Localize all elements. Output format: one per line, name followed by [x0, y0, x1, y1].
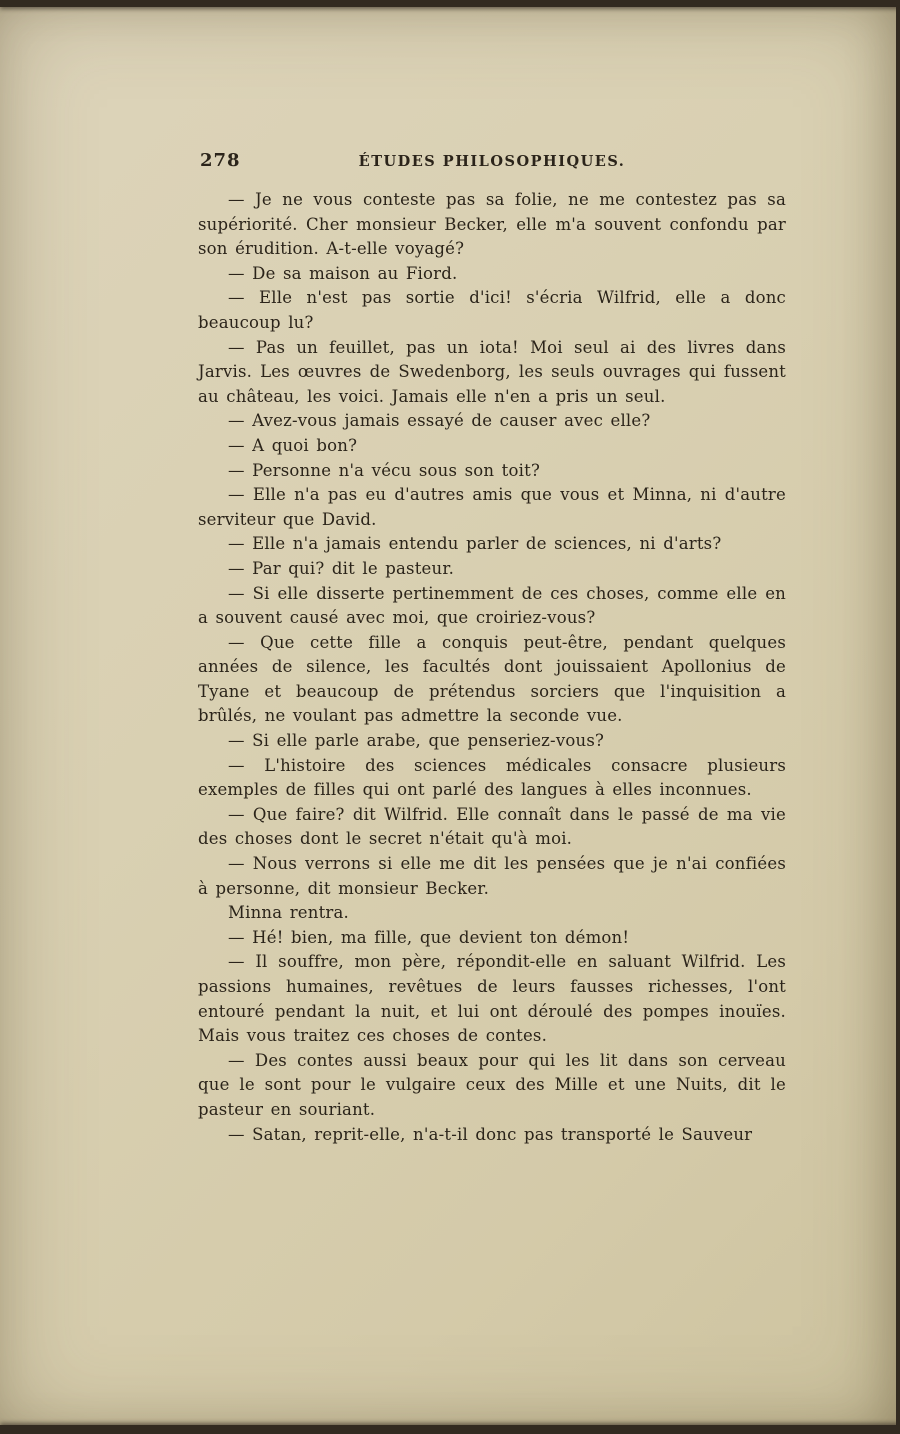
paragraph: — L'histoire des sciences médicales consacre plusieurs exemples de filles qui ont parlé des langues à elles inconnues. [198, 755, 786, 800]
page-body [198, 188, 786, 1147]
page-number: 278 [200, 150, 241, 171]
paragraph: — Personne n'a vécu sous son toit? [228, 460, 540, 480]
paragraph: — Que cette fille a conquis peut-être, pendant quelques années de silence, les facultés dont jouissaient Apollonius de Tyane et beaucoup de prétendus sorciers que l'inquisition a brûlés, ne voulant pas admettre la seconde vue. [198, 632, 786, 726]
scan-edge-right [896, 0, 900, 1434]
paragraph: — Pas un feuillet, pas un iota! Moi seul ai des livres dans Jarvis. Les œuvres de Swedenborg, les seuls ouvrages qui fussent au château, les voici. Jamais elle n'en a pris un seul. [198, 337, 786, 406]
book-page [198, 150, 786, 1147]
paragraph: — Hé! bien, ma fille, que devient ton démon! [228, 927, 630, 947]
paragraph: — Que faire? dit Wilfrid. Elle connaît dans le passé de ma vie des choses dont le secret n'était qu'à moi. [198, 804, 786, 849]
paragraph: — Satan, reprit-elle, n'a-t-il donc pas transporté le Sauveur [228, 1124, 753, 1144]
paragraph: — Nous verrons si elle me dit les pensées que je n'ai confiées à personne, dit monsieur Becker. [198, 854, 786, 898]
paragraph: — Des contes aussi beaux pour qui les lit dans son cerveau que le sont pour le vulgaire ceux des Mille et une Nuits, dit le pasteur en souriant. [198, 1050, 786, 1119]
paragraph: — Il souffre, mon père, répondit-elle en saluant Wilfrid. Les passions humaines, revêtues de leurs fausses richesses, l'ont entouré pendant la nuit, et lui ont déroulé des pompes inouïes. Mais vous traitez ces choses de contes. [198, 952, 786, 1046]
paragraph: — A quoi bon? [228, 435, 358, 455]
paragraph: — Avez-vous jamais essayé de causer avec elle? [228, 411, 651, 431]
paragraph: — Elle n'est pas sortie d'ici! s'écria Wilfrid, elle a donc beaucoup lu? [198, 288, 786, 332]
paragraph: — Je ne vous conteste pas sa folie, ne me contestez pas sa supériorité. Cher monsieur Becker, elle m'a souvent confondu par son érudition. A-t-elle voyagé? [198, 190, 786, 259]
paragraph: — De sa maison au Fiord. [228, 263, 458, 283]
page-header [198, 150, 786, 180]
paragraph: — Par qui? dit le pasteur. [228, 558, 455, 578]
paragraph: Minna rentra. [228, 903, 349, 923]
running-title: ÉTUDES PHILOSOPHIQUES. [358, 153, 626, 170]
paragraph: — Si elle disserte pertinemment de ces choses, comme elle en a souvent causé avec moi, que croiriez-vous? [198, 583, 786, 628]
paragraph: — Si elle parle arabe, que penseriez-vous? [228, 731, 605, 751]
scan-edge-bottom [0, 1425, 900, 1434]
scan-edge-top [0, 0, 900, 7]
paragraph: — Elle n'a jamais entendu parler de sciences, ni d'arts? [228, 534, 722, 554]
paragraph: — Elle n'a pas eu d'autres amis que vous et Minna, ni d'autre serviteur que David. [198, 485, 786, 529]
